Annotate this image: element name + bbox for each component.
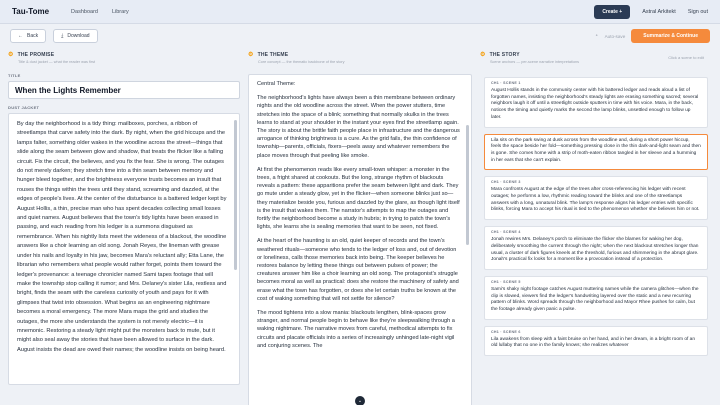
autosave-icon: ⚬	[594, 33, 599, 38]
summarize-continue-button[interactable]: Summarize & Continue	[631, 29, 710, 43]
story-subheading: Scene anchors — per-scene narrative interpretations	[490, 60, 580, 64]
dust-jacket-text: By day the neighborhood is a tidy thing: mailboxes, porches, a ribbon of streetlamps that carve safety into the dark. By night, when the grid hiccups and the lamps falter, something older wakes in the woodline across the street—things that slide along the seam between glow and shadow, that treats the flicker like a falling circuit. Fix the circuit, the believes, and you fix the fear. She is wrong. The outages do not merely darken; they stretch time into a thin seam between memory and hunger bleed together, and the brightness everyone trusts becomes an insult that rouses the things within the trees until they stand, screaming and dazzled, at the edges of people's lives. At the center of the disturbance is a battered ledger kept by August Hollis, a thin, precise man who has spent decades collecting small losses and quiet names. August believes that the town's tidy lights have been erased in passing, and each reading from his ledger is a summons disguised as remembrance. When his nightly lists meet the wideness of a blackout, the woodline answers like a choir learning an old song. Jonah Reyes, the lineman with grease under his nails and loyalty in his jaw, becomes Mara's reluctant ally; Etta Lane, the librarian who remembers what people would rather forget, points them toward the ledger's provenance: a teenage chronicler named Sami tapes footage that will make the township stop calling it rumor; and Mrs. Delaney's sister Lila, restless and bright, finds the seam with the careless curiosity of youth and pays for it with glimpses that twist into obsession. What begins as an engineering nightmare becomes a moral emergency. The more Mara maps the grid and studies the outages, the more she understands the system is not merely electric—it is mnemonic. Restoring a steady light might put the monsters back to mute, but it might also seal away the stories that have been allowed to surface in the dark. August insists the dead are owed their names; the woodline insists on being heard.	[17, 121, 227, 353]
story-column	[480, 51, 712, 401]
gear-icon: ⚙	[248, 52, 254, 58]
promise-subheading: Title & dust jacket — what the reader was first	[18, 60, 96, 64]
promise-column	[8, 51, 240, 401]
editor-toolbar	[0, 24, 720, 48]
nav-right	[594, 5, 708, 19]
theme-heading-label: THE THEME	[257, 51, 289, 58]
scene-text: August Hollis stands in the community center with his battered ledger and reads aloud a list of forgotten names, insisting the neighborhood's steady lights are erasing something sacred; several neighbors laugh it off until a streetlight outside sputters in time with his voice. Mara, in the back, notices the timing and quietly marks the second the lamp blinks, unsettled enough to follow up later.	[491, 88, 699, 120]
nav-link-library[interactable]: Library	[111, 8, 129, 15]
user-name[interactable]: Astral Arkitekt	[642, 8, 676, 15]
scene-card[interactable]	[484, 77, 708, 128]
create-button[interactable]: Create +	[594, 5, 630, 19]
nav-link-dashboard[interactable]: Dashboard	[71, 8, 98, 15]
dust-jacket-label: DUST JACKET	[8, 105, 40, 110]
story-hint: Click a scene to edit	[668, 55, 704, 60]
scene-text: Lila sits on the park swing at dusk across from the woodline and, during a short power hiccup, feels the space beside her fold—something pressing close in the thin dark-and-light seam and then is gone. She comes home with a strip of moth-eaten ribbon tangled in her sleeve and a humming in her ears that she can't explain.	[491, 137, 701, 163]
title-label: TITLE	[8, 73, 21, 78]
gear-icon: ⚙	[480, 52, 486, 58]
top-nav	[0, 0, 720, 24]
theme-paragraph: The neighborhood's lights have always been a thin membrane between ordinary nights and the old woodline across the street. When the power stutters, time stretches into the space of a blink; something that normally skulks in the trees learns to stand at your shoulder in the instant your eyes find the streetlamp again. The story is about the brittle faith people place in infrastructure and the dangerous arrogance of thinking brightness is a cure. As the grid fails, the thin confidence of township—parents, officials, fixers—peels away and whatever remembers the place moves through that peeling like smoke.	[257, 95, 460, 159]
scene-text: Mara confronts August at the edge of the trees after cross-referencing his ledger with recent outages; he performs a low, rhythmic reading toward the blinks and one of the streetlamps answers with a long, unnatural blink. The lamp's response aligns his ledger entries with specific blinks, forcing Mara to accept his ritual is tied to the phenomenon whether she believes him or not.	[491, 187, 700, 213]
arrow-left-icon: ←	[18, 33, 23, 39]
scene-text: Sami's shaky night footage catches August muttering names while the camera glitches—when the clip is slowed, viewers find the ledger's handwriting layered over the static and a new recurring pattern of blinks. Word spreads through the neighborhood and Mayor Rhee pushes for calm, but the footage already given panic a pulse.	[491, 286, 699, 313]
scene-card[interactable]	[484, 276, 708, 320]
dust-jacket-textarea[interactable]	[8, 113, 240, 385]
theme-paragraph: At first the phenomenon reads like every small-town whisper: a monster in the trees, a fright shared at cookouts. But the long, strange rhythm of blackouts reveals a pattern: these apparitions prefer the seam between light and dark. They go mute under a steady glow, yet in the flicker—when someone blinks just so—they materialize beside you, furious and dazzled by the glare, as though light itself is the insult that wakes them. The narrator's attempts to map the outages and fortify the neighborhood become a study in hubris; in trying to patch the town's lights, she learns she is sealing memories that want to be seen, not fixed.	[257, 166, 460, 231]
scene-card[interactable]	[484, 226, 708, 270]
scene-label: CH1 · SCENE 5	[491, 279, 521, 284]
theme-paragraph: At the heart of the haunting is an old, quiet keeper of records and the town's weathered rituals—someone who tends to the ledger of loss and, out of devotion or loneliness, calls those memories back into being. The keeper believes he restores balance by letting these things out between pulses of power; the creatures answer him like a choir learning an old song. The protagonist's struggle becomes moral as well as practical: does she restore the machinery of safety and erase what the town has forgotten, or does she let certain truths be known at the cost of waking something that will not settle for silence?	[257, 238, 459, 302]
dust-jacket-scrollbar[interactable]	[234, 120, 237, 270]
theme-textarea[interactable]	[248, 74, 472, 405]
download-label: Download	[67, 33, 90, 39]
download-icon: ⤓	[61, 33, 64, 39]
promise-heading-label: THE PROMISE	[17, 51, 55, 58]
chevron-down-icon[interactable]: ⌄	[355, 396, 365, 405]
brand-logo[interactable]: Tau-Tome	[12, 7, 50, 16]
scene-label: CH1 · SCENE 3	[491, 180, 521, 185]
scene-text: Jonah rewires Mrs. Delaney's porch to eliminate the flicker she blames for waking her dog, deliberately smoothing the current through the night; when the next blackout stretches longer than usual, a cluster of dark figures kneels at the threshold, furious and shimmering in the abrupt glare. Jonah's practical fix looks for a moment like a provocation instead of a protection.	[491, 237, 699, 263]
theme-subheading: Core concept — the thematic backbone of the story	[258, 60, 345, 64]
title-input[interactable]: When the Lights Remember	[8, 81, 240, 99]
theme-column	[248, 51, 472, 401]
scene-card[interactable]	[484, 176, 708, 220]
scene-card[interactable]	[484, 326, 708, 356]
scene-label: CH1 · SCENE 6	[491, 329, 521, 334]
promise-heading	[8, 51, 240, 58]
scene-list	[480, 74, 712, 405]
back-label: Back	[27, 33, 39, 39]
theme-heading	[248, 51, 472, 58]
scene-card-active[interactable]	[484, 134, 708, 171]
sign-out-link[interactable]: Sign out	[687, 8, 708, 15]
theme-scrollbar[interactable]	[466, 125, 469, 245]
theme-paragraph: Central Theme:	[257, 81, 296, 87]
gear-icon: ⚙	[8, 52, 14, 58]
story-heading-label: THE STORY	[489, 51, 520, 58]
autosave-label: Auto-save	[604, 33, 626, 39]
download-button[interactable]	[53, 29, 97, 43]
back-button[interactable]	[10, 29, 46, 43]
toolbar-right	[595, 29, 710, 43]
theme-paragraph: The mood tightens into a slow mania: blackouts lengthen, blink-spaces grow stranger, and normal people begin to behave like they're sleepwalking through a waking nightmare. The narrative moves from careful, methodical attempts to fix circuits and placate officials into a series of increasingly unhinged late-night vigil and conjuring scenes. The	[257, 310, 455, 349]
scene-text: Lila awakens from sleep with a faint bruise on her hand, and in her dream, in a bright room of an old lullaby that no one in the family knows; she realizes whatever	[491, 336, 695, 349]
scene-label: CH1 · SCENE 4	[491, 230, 521, 235]
scene-label: CH1 · SCENE 1	[491, 81, 521, 85]
